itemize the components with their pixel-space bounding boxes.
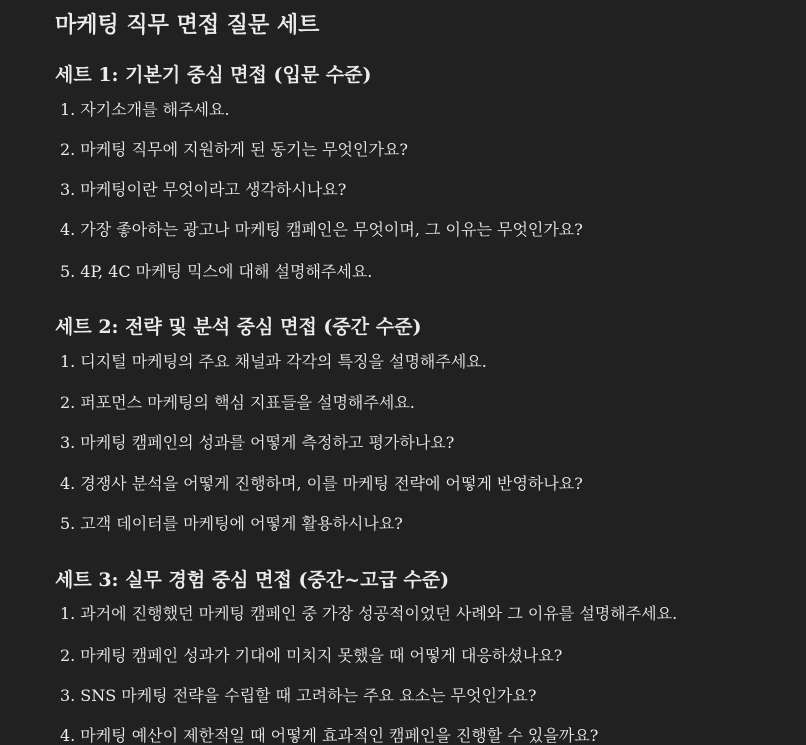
item-number: 5. bbox=[60, 514, 76, 533]
item-text: 마케팅 예산이 제한적일 때 어떻게 효과적인 캠페인을 진행할 수 있을까요? bbox=[80, 726, 599, 745]
item-text: 가장 좋아하는 광고나 마케팅 캠페인은 무엇이며, 그 이유는 무엇인가요? bbox=[80, 220, 583, 239]
page-title: 마케팅 직무 면접 질문 세트 bbox=[55, 12, 320, 38]
list-item bbox=[60, 390, 415, 416]
list-item bbox=[60, 97, 230, 123]
item-text: 경쟁사 분석을 어떻게 진행하며, 이를 마케팅 전략에 어떻게 반영하나요? bbox=[80, 474, 583, 493]
list-item bbox=[60, 643, 562, 669]
list-item bbox=[60, 683, 536, 709]
item-number: 3. bbox=[60, 686, 76, 705]
item-number: 2. bbox=[60, 140, 76, 159]
item-number: 4. bbox=[60, 474, 76, 493]
list-item bbox=[60, 349, 487, 375]
item-text: 고객 데이터를 마케팅에 어떻게 활용하시나요? bbox=[80, 514, 403, 533]
item-text: 4P, 4C 마케팅 믹스에 대해 설명해주세요. bbox=[80, 262, 373, 281]
section-1-heading: 세트 1: 기본기 중심 면접 (입문 수준) bbox=[55, 64, 372, 86]
item-number: 4. bbox=[60, 220, 76, 239]
item-number: 1. bbox=[60, 352, 76, 371]
list-item bbox=[60, 471, 583, 497]
item-text: 마케팅 직무에 지원하게 된 동기는 무엇인가요? bbox=[80, 140, 408, 159]
list-item bbox=[60, 430, 454, 456]
item-number: 3. bbox=[60, 180, 76, 199]
section-2-heading: 세트 2: 전략 및 분석 중심 면접 (중간 수준) bbox=[55, 316, 422, 338]
item-text: 마케팅 캠페인의 성과를 어떻게 측정하고 평가하나요? bbox=[80, 433, 455, 452]
list-item bbox=[60, 177, 346, 203]
section-3-heading: 세트 3: 실무 경험 중심 면접 (중간~고급 수준) bbox=[55, 569, 450, 591]
item-text: 디지털 마케팅의 주요 채널과 각각의 특징을 설명해주세요. bbox=[80, 352, 487, 371]
list-item bbox=[60, 723, 598, 745]
item-number: 3. bbox=[60, 433, 76, 452]
item-text: 마케팅이란 무엇이라고 생각하시나요? bbox=[80, 180, 347, 199]
list-item bbox=[60, 217, 583, 243]
list-item bbox=[60, 601, 677, 627]
item-text: 마케팅 캠페인 성과가 기대에 미치지 못했을 때 어떻게 대응하셨나요? bbox=[80, 646, 563, 665]
list-item bbox=[60, 511, 403, 537]
list-item bbox=[60, 259, 372, 285]
item-number: 2. bbox=[60, 646, 76, 665]
item-number: 4. bbox=[60, 726, 76, 745]
item-text: 자기소개를 해주세요. bbox=[80, 100, 230, 119]
item-number: 1. bbox=[60, 100, 76, 119]
list-item bbox=[60, 137, 408, 163]
item-text: SNS 마케팅 전략을 수립할 때 고려하는 주요 요소는 무엇인가요? bbox=[80, 686, 537, 705]
item-number: 1. bbox=[60, 604, 76, 623]
item-number: 2. bbox=[60, 393, 76, 412]
item-text: 퍼포먼스 마케팅의 핵심 지표들을 설명해주세요. bbox=[80, 393, 415, 412]
item-number: 5. bbox=[60, 262, 76, 281]
item-text: 과거에 진행했던 마케팅 캠페인 중 가장 성공적이었던 사례와 그 이유를 설명해주세요. bbox=[80, 604, 678, 623]
